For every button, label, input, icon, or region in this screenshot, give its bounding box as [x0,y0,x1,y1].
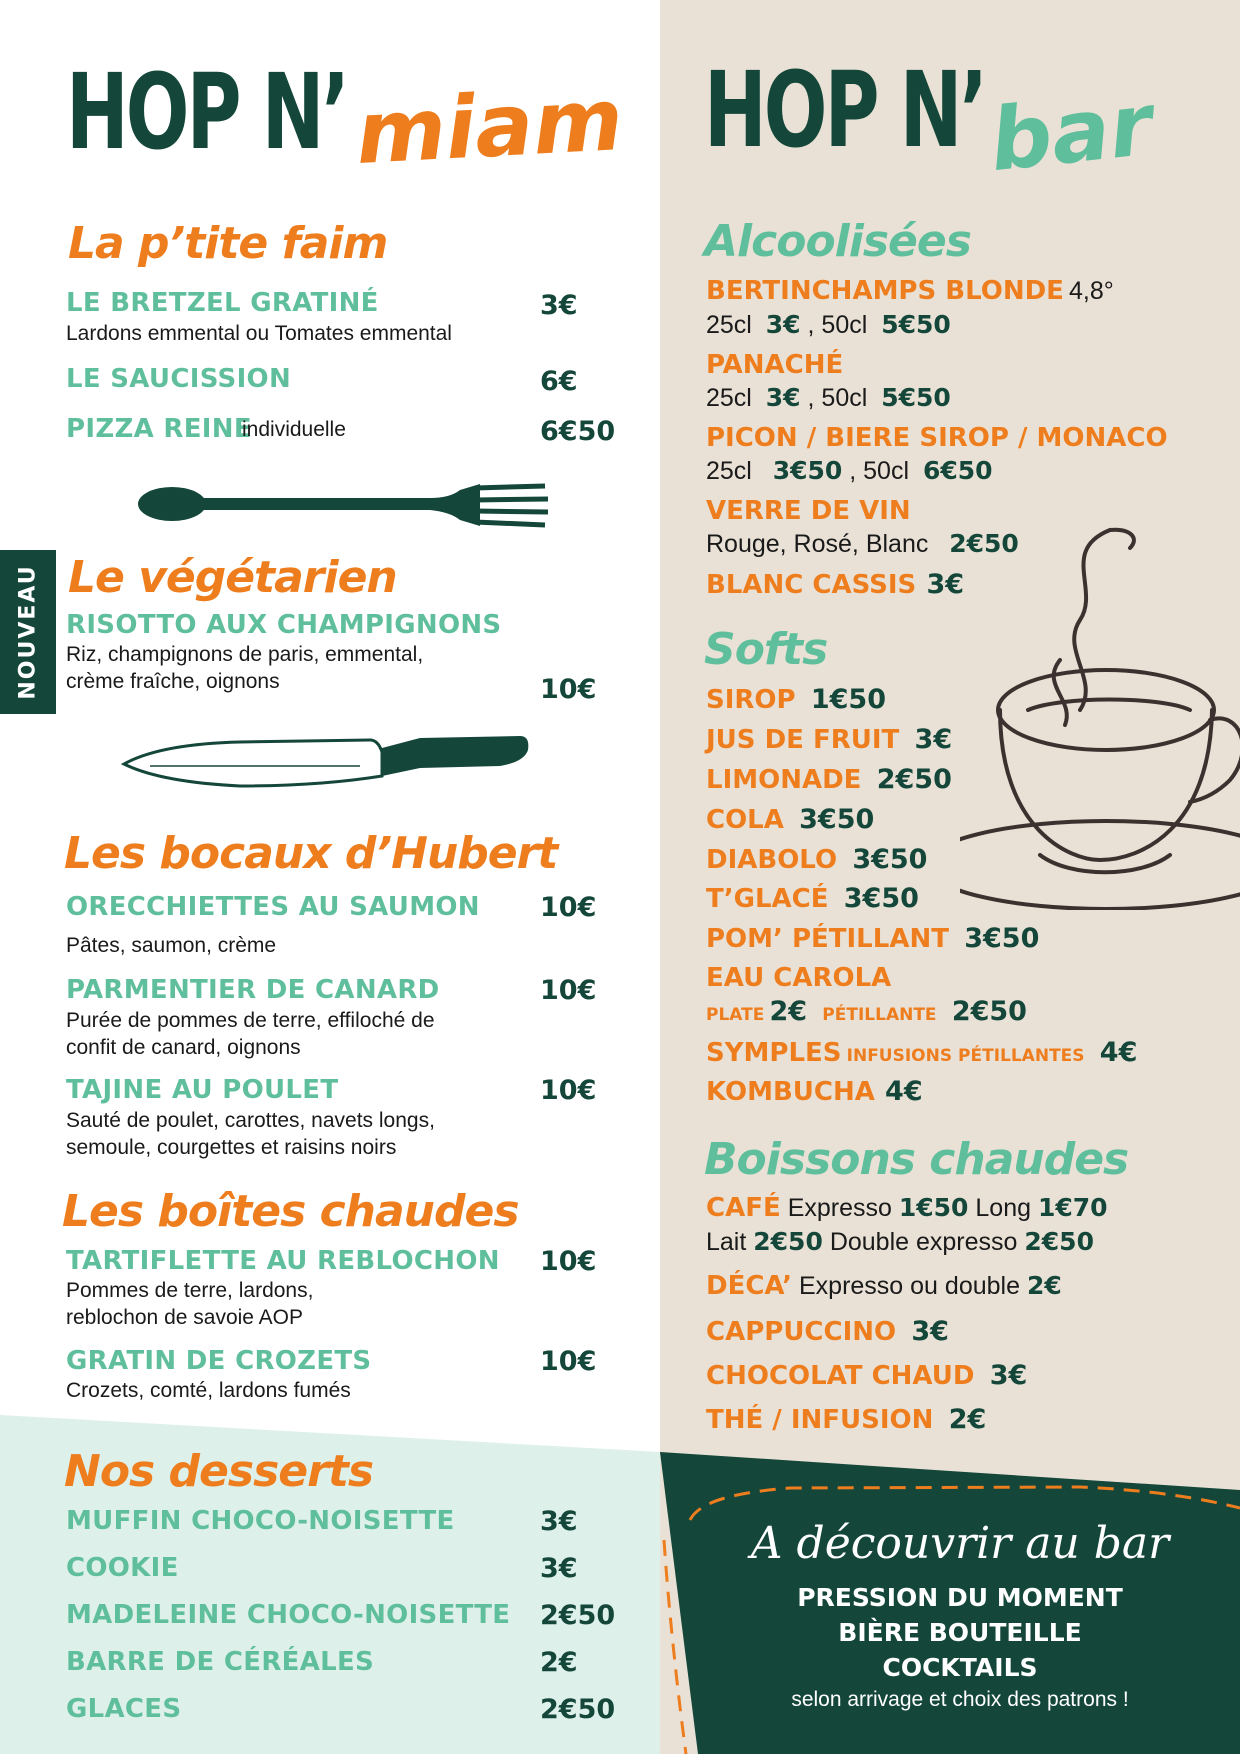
menu-item-name: GLACES [66,1694,182,1724]
drink-name: PICON / BIERE SIROP / MONACO [706,423,1168,453]
drink-cafe-more: Lait 2€50 Double expresso 2€50 [706,1227,1094,1256]
menu-item-name: PIZZA REINE [66,414,252,444]
drink-sizes: 25cl 3€ , 50cl 5€50 [706,383,951,412]
menu-item-price: 3€ [540,1506,578,1537]
drink-sizes: 25cl 3€ , 50cl 5€50 [706,310,951,339]
miam-title-prefix: HOP N’ [66,51,348,173]
menu-item-name: COOKIE [66,1553,179,1583]
menu-item-price: 3€ [540,290,578,321]
menu-item-desc: Riz, champignons de paris, emmental, [66,643,424,666]
drink-item: COLA 3€50 [706,804,875,835]
menu-item-suffix: individuelle [242,418,346,441]
drink-kombucha: KOMBUCHA 4€ [706,1076,923,1107]
bar-box-line: PRESSION DU MOMENT [797,1583,1123,1612]
section-title-chaudes: Boissons chaudes [704,1134,1129,1185]
section-title-vegetarien: Le végétarien [68,552,397,603]
menu-item-price: 6€ [540,366,578,397]
drink-item: POM’ PÉTILLANT 3€50 [706,923,1040,954]
menu-item-price: 10€ [540,975,597,1006]
menu-item-name: RISOTTO AUX CHAMPIGNONS [66,610,502,640]
menu-item-price: 10€ [540,1246,597,1277]
menu-item-name: LE SAUCISSION [66,364,292,394]
bar-box-note: selon arrivage et choix des patrons ! [791,1688,1129,1711]
menu-item-desc: confit de canard, oignons [66,1036,301,1059]
menu-item-name: PARMENTIER DE CANARD [66,975,440,1005]
menu-item-desc: Purée de pommes de terre, effiloché de [66,1009,435,1032]
menu-item-price: 3€ [540,1553,578,1584]
drink-deca: DÉCA’ Expresso ou double 2€ [706,1271,1062,1301]
menu-item-desc: Pommes de terre, lardons, [66,1279,314,1302]
drink-cafe: CAFÉ Expresso 1€50 Long 1€70 [706,1193,1108,1223]
bar-box-title: A découvrir au bar [750,1518,1170,1569]
menu-item-price: 2€50 [540,1694,616,1725]
drink-name: EAU CAROLA [706,963,892,993]
drink-item: DIABOLO 3€50 [706,844,928,875]
drink-sizes: 25cl 3€50 , 50cl 6€50 [706,456,993,485]
menu-item-desc: crème fraîche, oignons [66,670,280,693]
menu-item-name: TAJINE AU POULET [66,1075,339,1105]
menu-item-desc: Crozets, comté, lardons fumés [66,1379,351,1402]
drink-symples: SYMPLES INFUSIONS PÉTILLANTES 4€ [706,1037,1138,1068]
drink-name: PANACHÉ [706,350,844,380]
drink-name: BERTINCHAMPS BLONDE [706,276,1064,306]
section-title-softs: Softs [704,624,828,675]
menu-item-name: MUFFIN CHOCO-NOISETTE [66,1506,455,1536]
menu-item-name: TARTIFLETTE AU REBLOCHON [66,1246,500,1276]
nouveau-badge: NOUVEAU [0,550,56,714]
drink-degree: 4,8° [1069,277,1114,305]
section-title-boites: Les boîtes chaudes [62,1186,519,1237]
drink-item: SIROP 1€50 [706,684,886,715]
bar-box-line: COCKTAILS [882,1653,1038,1682]
menu-item-price: 10€ [540,674,597,705]
menu-item-desc: Pâtes, saumon, crème [66,934,277,957]
menu-item-desc: reblochon de savoie AOP [66,1306,303,1329]
drink-item: T’GLACÉ 3€50 [706,883,919,914]
coffee-cup-icon [960,510,1240,910]
drink-item: JUS DE FRUIT 3€ [706,724,953,755]
menu-item-name: LE BRETZEL GRATINÉ [66,288,379,318]
menu-item-price: 2€50 [540,1600,616,1631]
miam-title-word: miam [353,70,626,184]
bar-title-word: bar [985,74,1157,192]
menu-item-desc: Lardons emmental ou Tomates emmental [66,322,452,345]
bar-discover-box [700,1518,1220,1712]
drink-item: LIMONADE 2€50 [706,764,952,795]
drink-desc: Rouge, Rosé, Blanc 2€50 [706,529,1019,558]
menu-item-price: 6€50 [540,416,616,447]
knife-icon [120,730,530,796]
drink-item: CHOCOLAT CHAUD 3€ [706,1360,1028,1391]
menu-item-name: BARRE DE CÉRÉALES [66,1647,375,1677]
section-title-desserts: Nos desserts [64,1446,374,1497]
menu-item-price: 10€ [540,892,597,923]
menu-item-price: 10€ [540,1075,597,1106]
menu-item-name: ORECCHIETTES AU SAUMON [66,892,480,922]
drink-carola-options: PLATE 2€ PÉTILLANTE 2€50 [706,996,1027,1027]
section-title-bocaux: Les bocaux d’Hubert [64,828,558,879]
drink-item: CAPPUCCINO 3€ [706,1316,949,1347]
drink-bertinchamps [706,278,1114,304]
drink-blanc-cassis: BLANC CASSIS 3€ [706,569,965,600]
section-title-petite-faim: La p’tite faim [68,218,388,269]
menu-item-desc: semoule, courgettes et raisins noirs [66,1136,397,1159]
menu-item-price: 10€ [540,1346,597,1377]
menu-item-name: GRATIN DE CROZETS [66,1346,372,1376]
fork-icon [130,470,550,540]
bar-title-prefix: HOP N’ [704,49,986,171]
section-title-alcool: Alcoolisées [704,216,971,267]
menu-item-name: MADELEINE CHOCO-NOISETTE [66,1600,511,1630]
drink-item: THÉ / INFUSION 2€ [706,1404,987,1435]
menu-item-price: 2€ [540,1647,578,1678]
menu-item-desc: Sauté de poulet, carottes, navets longs, [66,1109,435,1132]
drink-name: VERRE DE VIN [706,496,911,526]
bar-box-line: BIÈRE BOUTEILLE [838,1618,1082,1647]
